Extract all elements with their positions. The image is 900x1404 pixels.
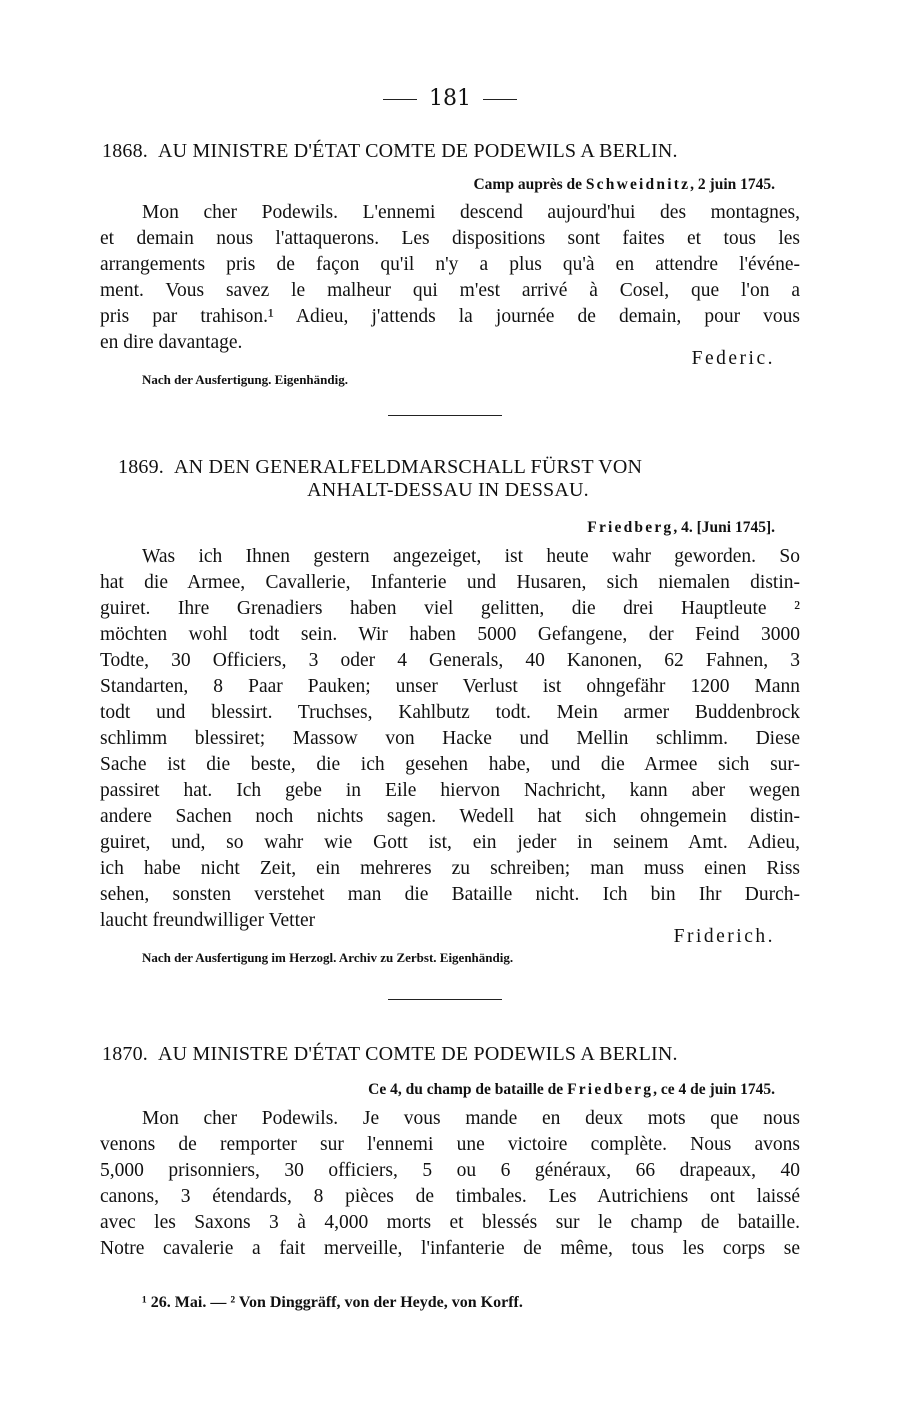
body-line: 5,000 prisonniers, 30 officiers, 5 ou 6 généraux, 66 drapeaux, 40 bbox=[100, 1160, 800, 1181]
dateline-place: Schweidnitz bbox=[585, 176, 691, 193]
body-line: sehen, sonsten verstehet man die Bataille nicht. Ich bin Ihr Durch- bbox=[100, 884, 800, 905]
body-line: Notre cavalerie a fait merveille, l'infanterie de même, tous les corps se bbox=[100, 1238, 800, 1259]
body-line: Standarten, 8 Paar Pauken; unser Verlust ist ohngefähr 1200 Mann bbox=[100, 676, 800, 697]
letter-heading-line1: AN DEN GENERALFELDMARSCHALL FÜRST VON bbox=[174, 456, 643, 478]
footnotes: ¹ 26. Mai. — ² Von Dinggräff, von der Heyde, von Korff. bbox=[142, 1294, 523, 1311]
dateline-place: Friedberg bbox=[567, 1081, 654, 1098]
body-line: Mon cher Podewils. L'ennemi descend aujourd'hui des montagnes, bbox=[142, 202, 800, 223]
dateline-suffix: , ce 4 de juin 1745. bbox=[653, 1081, 775, 1098]
body-line: arrangements pris de façon qu'il n'y a plus qu'à en attendre l'événe- bbox=[100, 254, 800, 275]
letter-heading-line2: ANHALT-DESSAU IN DESSAU. bbox=[307, 479, 589, 501]
body-line: avec les Saxons 3 à 4,000 morts et blessés sur le champ de bataille. bbox=[100, 1212, 800, 1233]
letter-1869-signature: Friderich. bbox=[673, 926, 775, 947]
letter-heading-text: AU MINISTRE D'ÉTAT COMTE DE PODEWILS A BERLIN. bbox=[158, 1043, 678, 1065]
body-line: canons, 3 étendards, 8 pièces de timbales. Les Autrichiens ont laissé bbox=[100, 1186, 800, 1207]
letter-1868-signature: Federic. bbox=[691, 348, 775, 369]
letter-1870-heading bbox=[102, 1043, 802, 1066]
letter-1869-dateline bbox=[587, 519, 775, 537]
letter-number: 1868. bbox=[102, 140, 148, 162]
letter-1868-dateline bbox=[473, 176, 775, 194]
body-line: Mon cher Podewils. Je vous mande en deux mots que nous bbox=[142, 1108, 800, 1129]
letter-number: 1870. bbox=[102, 1043, 148, 1065]
dateline-place: Friedberg bbox=[587, 519, 674, 536]
letter-1869-body bbox=[100, 544, 800, 934]
body-line: passiret hat. Ich gebe in Eile hiervon Nachricht, kann aber wegen bbox=[100, 780, 800, 801]
letter-1870-body bbox=[100, 1106, 800, 1262]
body-line: schlimm blessiret; Massow von Hacke und Mellin schlimm. Diese bbox=[100, 728, 800, 749]
body-line: ment. Vous savez le malheur qui m'est arrivé à Cosel, que l'on a bbox=[100, 280, 800, 301]
letter-number: 1869. bbox=[118, 456, 164, 478]
section-divider bbox=[388, 999, 502, 1000]
body-line: todt und blessirt. Truchses, Kahlbutz todt. Mein armer Buddenbrock bbox=[100, 702, 800, 723]
header-dash-right bbox=[483, 99, 517, 100]
dateline-prefix: Ce 4, du champ de bataille de bbox=[368, 1081, 568, 1098]
section-divider bbox=[388, 415, 502, 416]
body-line: Sache ist die beste, die ich gesehen habe, und die Armee sich sur- bbox=[100, 754, 800, 775]
body-line: guiret, und, so wahr wie Gott ist, ein jeder in seinem Amt. Adieu, bbox=[100, 832, 800, 853]
body-line: ich habe nicht Zeit, ein mehreres zu schreiben; man muss einen Riss bbox=[100, 858, 800, 879]
body-line: möchten wohl todt sein. Wir haben 5000 Gefangene, der Feind 3000 bbox=[100, 624, 800, 645]
page-number: 181 bbox=[429, 86, 471, 111]
body-line: guiret. Ihre Grenadiers haben viel gelitten, die drei Hauptleute ² bbox=[100, 598, 800, 619]
body-line: pris par trahison.¹ Adieu, j'attends la journée de demain, pour vous bbox=[100, 306, 800, 327]
body-line: Todte, 30 Officiers, 3 oder 4 Generals, 40 Kanonen, 62 Fahnen, 3 bbox=[100, 650, 800, 671]
letter-1868-source: Nach der Ausfertigung. Eigenhändig. bbox=[142, 372, 348, 387]
letter-1869-heading bbox=[118, 456, 778, 502]
body-line: laucht freundwilliger Vetter bbox=[100, 910, 316, 931]
letter-1869-source: Nach der Ausfertigung im Herzogl. Archiv zu Zerbst. Eigenhändig. bbox=[142, 950, 514, 965]
body-line: hat die Armee, Cavallerie, Infanterie und Husaren, sich niemalen distin- bbox=[100, 572, 800, 593]
dateline-suffix: , 4. [Juni 1745]. bbox=[673, 519, 775, 536]
letter-1870-dateline bbox=[368, 1081, 775, 1099]
letter-1868-body bbox=[100, 200, 800, 356]
body-line: en dire davantage. bbox=[100, 332, 243, 353]
body-line: et demain nous l'attaquerons. Les dispositions sont faites et tous les bbox=[100, 228, 800, 249]
body-line: Was ich Ihnen gestern angezeiget, ist heute wahr geworden. So bbox=[142, 546, 800, 567]
body-line: andere Sachen noch nichts sagen. Wedell hat sich ohngemein distin- bbox=[100, 806, 800, 827]
letter-1868-heading bbox=[102, 140, 802, 163]
running-header bbox=[0, 86, 900, 111]
letter-heading-text: AU MINISTRE D'ÉTAT COMTE DE PODEWILS A BERLIN. bbox=[158, 140, 678, 162]
header-dash-left bbox=[383, 99, 417, 100]
dateline-suffix: , 2 juin 1745. bbox=[690, 176, 775, 193]
body-line: venons de remporter sur l'ennemi une victoire complète. Nous avons bbox=[100, 1134, 800, 1155]
dateline-prefix: Camp auprès de bbox=[473, 176, 586, 193]
